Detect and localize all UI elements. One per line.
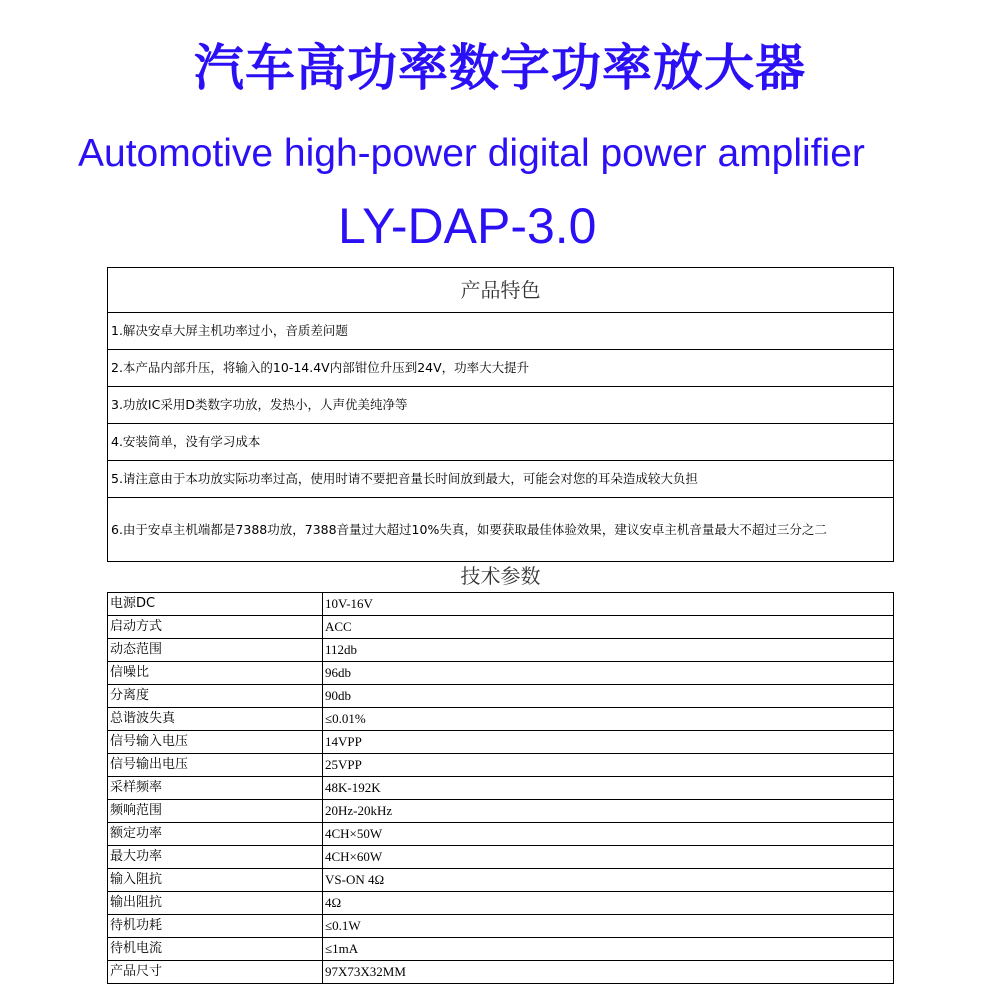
spec-value: VS-ON 4Ω (323, 869, 894, 892)
spec-key: 产品尺寸 (108, 961, 323, 984)
spec-row (108, 869, 894, 892)
specs-table (107, 592, 894, 984)
spec-value: 97X73X32MM (323, 961, 894, 984)
spec-key: 信噪比 (108, 662, 323, 685)
title-english: Automotive high-power digital power amplifier (78, 132, 865, 175)
spec-value: 48K-192K (323, 777, 894, 800)
spec-key: 分离度 (108, 685, 323, 708)
spec-key: 信号输出电压 (108, 754, 323, 777)
feature-row (108, 350, 894, 387)
spec-row (108, 639, 894, 662)
spec-key: 采样频率 (108, 777, 323, 800)
spec-value: 25VPP (323, 754, 894, 777)
feature-row (108, 313, 894, 350)
spec-key: 最大功率 (108, 846, 323, 869)
title-chinese: 汽车高功率数字功率放大器 (194, 39, 806, 97)
spec-row (108, 823, 894, 846)
spec-key: 启动方式 (108, 616, 323, 639)
spec-value: 20Hz-20kHz (323, 800, 894, 823)
feature-row (108, 498, 894, 562)
model-number: LY-DAP-3.0 (338, 198, 597, 254)
spec-value: ≤1mA (323, 938, 894, 961)
spec-value: ≤0.01% (323, 708, 894, 731)
spec-value: 112db (323, 639, 894, 662)
spec-row (108, 915, 894, 938)
spec-row (108, 662, 894, 685)
feature-item: 5.请注意由于本功放实际功率过高，使用时请不要把音量长时间放到最大，可能会对您的耳朵造成较大负担 (108, 461, 894, 498)
spec-value: ≤0.1W (323, 915, 894, 938)
feature-item: 2.本产品内部升压，将输入的10-14.4V内部钳位升压到24V，功率大大提升 (108, 350, 894, 387)
feature-row (108, 461, 894, 498)
specs-heading: 技术参数 (460, 564, 541, 588)
spec-key: 输入阻抗 (108, 869, 323, 892)
spec-key: 动态范围 (108, 639, 323, 662)
spec-row (108, 961, 894, 984)
spec-row (108, 685, 894, 708)
spec-value: ACC (323, 616, 894, 639)
spec-row (108, 800, 894, 823)
spec-row (108, 892, 894, 915)
feature-item: 1.解决安卓大屏主机功率过小，音质差问题 (108, 313, 894, 350)
spec-value: 4Ω (323, 892, 894, 915)
spec-value: 10V-16V (323, 593, 894, 616)
spec-row (108, 846, 894, 869)
feature-item: 6.由于安卓主机端都是7388功放，7388音量过大超过10%失真，如要获取最佳体验效果，建议安卓主机音量最大不超过三分之二 (108, 498, 894, 562)
spec-key: 电源DC (108, 593, 323, 616)
features-heading-row (108, 268, 894, 313)
feature-row (108, 387, 894, 424)
feature-item: 4.安装简单，没有学习成本 (108, 424, 894, 461)
spec-row (108, 708, 894, 731)
spec-value: 90db (323, 685, 894, 708)
spec-key: 输出阻抗 (108, 892, 323, 915)
spec-row (108, 938, 894, 961)
spec-row (108, 593, 894, 616)
spec-key: 频响范围 (108, 800, 323, 823)
spec-key: 待机电流 (108, 938, 323, 961)
spec-value: 14VPP (323, 731, 894, 754)
features-table (107, 267, 894, 562)
features-heading: 产品特色 (108, 268, 894, 313)
spec-value: 4CH×50W (323, 823, 894, 846)
spec-key: 待机功耗 (108, 915, 323, 938)
spec-value: 4CH×60W (323, 846, 894, 869)
feature-item: 3.功放IC采用D类数字功放，发热小，人声优美纯净等 (108, 387, 894, 424)
spec-value: 96db (323, 662, 894, 685)
feature-row (108, 424, 894, 461)
spec-key: 总谐波失真 (108, 708, 323, 731)
spec-row (108, 754, 894, 777)
spec-row (108, 731, 894, 754)
spec-row (108, 616, 894, 639)
spec-row (108, 777, 894, 800)
spec-key: 信号输入电压 (108, 731, 323, 754)
spec-key: 额定功率 (108, 823, 323, 846)
